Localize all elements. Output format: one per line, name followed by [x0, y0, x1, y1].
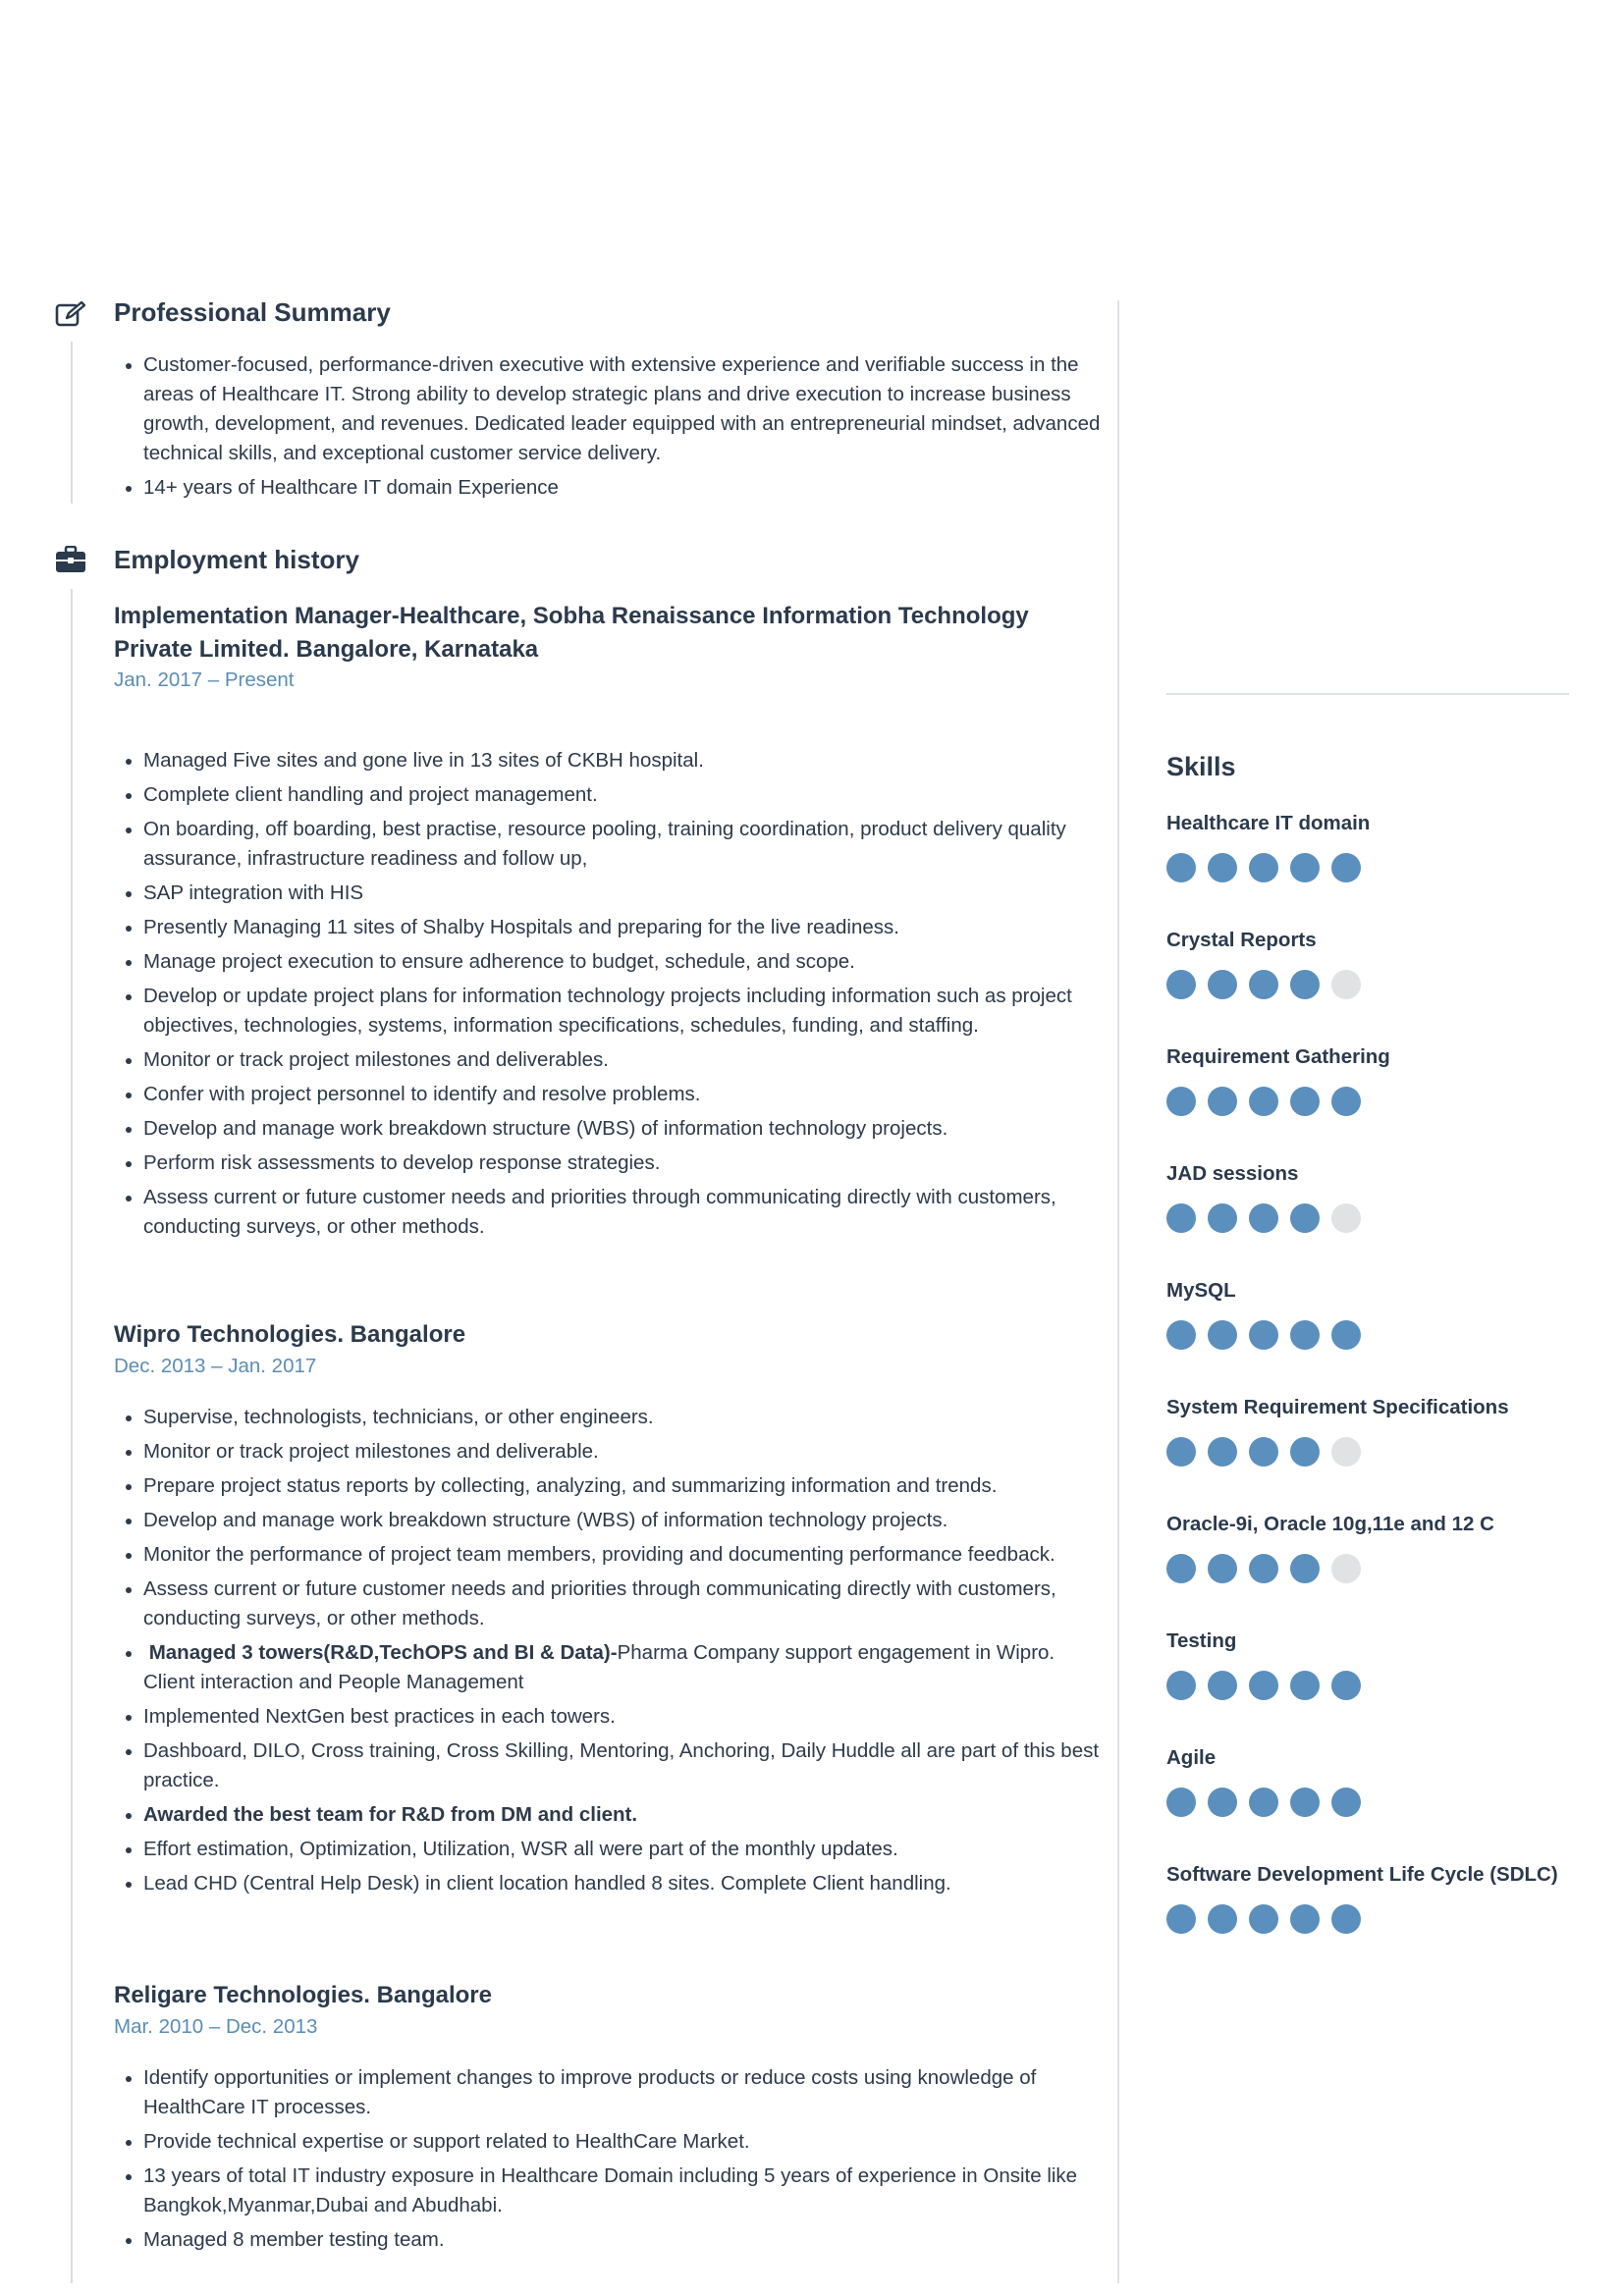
rating-dot-filled	[1290, 1320, 1320, 1350]
section-title-summary: Professional Summary	[114, 297, 391, 327]
skill-name: Requirement Gathering	[1166, 1045, 1390, 1068]
list-item: Identify opportunities or implement changes to improve products or reduce costs using knowledge of HealthCare IT processes.	[143, 2063, 1106, 2122]
rating-dot-filled	[1331, 1671, 1361, 1700]
rating-dot-filled	[1249, 853, 1278, 882]
rating-dot-filled	[1166, 1087, 1196, 1116]
list-item	[143, 1638, 1106, 1697]
section-rail	[71, 589, 73, 2283]
list-item: Provide technical expertise or support related to HealthCare Market.	[143, 2127, 1106, 2157]
section-title-employment: Employment history	[114, 545, 359, 574]
rating-dot-filled	[1331, 1904, 1361, 1934]
list-item: Confer with project personnel to identify and resolve problems.	[143, 1080, 1106, 1109]
rating-dot-filled	[1249, 1904, 1278, 1934]
rating-dot-filled	[1208, 1788, 1237, 1817]
skill-item	[1166, 1862, 1579, 1960]
skill-name: Testing	[1166, 1629, 1237, 1652]
rating-dot-filled	[1166, 1320, 1196, 1350]
list-item: Monitor or track project milestones and deliverables.	[143, 1045, 1106, 1075]
list-item: Implemented NextGen best practices in each towers.	[143, 1702, 1106, 1732]
skill-item	[1166, 1395, 1579, 1493]
job-duties-list	[114, 746, 1106, 1247]
skill-rating	[1166, 1904, 1579, 1934]
skill-rating	[1166, 1554, 1579, 1583]
rating-dot-filled	[1249, 1554, 1278, 1583]
list-item: Effort estimation, Optimization, Utilization, WSR all were part of the monthly updates.	[143, 1835, 1106, 1864]
list-item: 14+ years of Healthcare IT domain Experience	[143, 473, 1106, 503]
skill-name: Healthcare IT domain	[1166, 812, 1371, 834]
list-item: Assess current or future customer needs and priorities through communicating directly with customers, conducting surveys, or other methods.	[143, 1183, 1106, 1242]
rating-dot-filled	[1166, 853, 1196, 882]
list-item: Lead CHD (Central Help Desk) in client location handled 8 sites. Complete Client handling.	[143, 1869, 1106, 1898]
list-item: Monitor the performance of project team members, providing and documenting performance feedback.	[143, 1540, 1106, 1570]
skill-name: Agile	[1166, 1746, 1217, 1769]
skill-item	[1166, 1278, 1579, 1376]
rating-dot-filled	[1249, 970, 1278, 999]
list-item: Manage project execution to ensure adherence to budget, schedule, and scope.	[143, 947, 1106, 977]
list-item: Perform risk assessments to develop response strategies.	[143, 1148, 1106, 1178]
rating-dot-filled	[1166, 970, 1196, 999]
sidebar-divider	[1166, 693, 1569, 695]
list-item: 13 years of total IT industry exposure in Healthcare Domain including 5 years of experience in Onsite like Bangkok,Myanmar,Dubai and Abudhabi.	[143, 2162, 1106, 2220]
rating-dot-filled	[1290, 853, 1320, 882]
job-duties-list	[114, 1403, 1106, 1903]
skill-item	[1166, 1161, 1579, 1259]
job-dates: Dec. 2013 – Jan. 2017	[114, 1355, 317, 1377]
rating-dot-filled	[1249, 1320, 1278, 1350]
rating-dot-filled	[1208, 853, 1237, 882]
list-item: Managed 8 member testing team.	[143, 2225, 1106, 2255]
job-duties-list	[114, 2063, 1106, 2260]
rating-dot-filled	[1331, 853, 1361, 882]
rating-dot-filled	[1290, 970, 1320, 999]
skill-item	[1166, 1044, 1579, 1143]
rating-dot-filled	[1249, 1788, 1278, 1817]
rating-dot-filled	[1208, 1087, 1237, 1116]
section-rail	[71, 342, 73, 504]
list-item: Presently Managing 11 sites of Shalby Hospitals and preparing for the live readiness.	[143, 913, 1106, 942]
rating-dot-filled	[1166, 1671, 1196, 1700]
skill-name: Software Development Life Cycle (SDLC)	[1166, 1863, 1558, 1886]
section-title-skills: Skills	[1166, 752, 1236, 781]
skill-name: System Requirement Specifications	[1166, 1396, 1509, 1418]
skill-rating	[1166, 1788, 1579, 1817]
skill-rating	[1166, 1203, 1579, 1233]
rating-dot-filled	[1208, 1437, 1237, 1467]
skill-item	[1166, 1512, 1579, 1610]
rating-dot-filled	[1249, 1671, 1278, 1700]
list-item: Develop and manage work breakdown structure (WBS) of information technology projects.	[143, 1114, 1106, 1144]
rating-dot-filled	[1331, 1788, 1361, 1817]
rating-dot-filled	[1290, 1904, 1320, 1934]
skill-name: MySQL	[1166, 1279, 1236, 1302]
list-item: Develop and manage work breakdown structure (WBS) of information technology projects.	[143, 1506, 1106, 1535]
list-item: SAP integration with HIS	[143, 879, 1106, 908]
rating-dot-filled	[1249, 1437, 1278, 1467]
list-item: On boarding, off boarding, best practise, resource pooling, training coordination, product delivery quality assurance, infrastructure readiness and follow up,	[143, 815, 1106, 874]
rating-dot-filled	[1331, 1087, 1361, 1116]
edit-icon	[55, 300, 86, 328]
job-title: Implementation Manager-Healthcare, Sobha Renaissance Information Technology Private Limited. Bangalore, Karnataka	[114, 603, 1029, 663]
briefcase-icon	[55, 546, 86, 573]
skill-name: Crystal Reports	[1166, 929, 1317, 951]
rating-dot-filled	[1208, 1320, 1237, 1350]
towers-text: Pharma Company support engagement in Wipro. Client interaction and People Management	[143, 1641, 1055, 1693]
list-item: Managed Five sites and gone live in 13 sites of CKBH hospital.	[143, 746, 1106, 775]
summary-list	[114, 350, 1106, 507]
job-title: Religare Technologies. Bangalore	[114, 1982, 492, 2008]
rating-dot-filled	[1331, 1320, 1361, 1350]
list-item: Assess current or future customer needs and priorities through communicating directly with customers, conducting surveys, or other methods.	[143, 1575, 1106, 1633]
rating-dot-filled	[1290, 1203, 1320, 1233]
rating-dot-empty	[1331, 1437, 1361, 1467]
rating-dot-filled	[1290, 1671, 1320, 1700]
rating-dot-filled	[1208, 970, 1237, 999]
rating-dot-filled	[1166, 1203, 1196, 1233]
list-item: Monitor or track project milestones and deliverable.	[143, 1437, 1106, 1467]
skill-name: JAD sessions	[1166, 1162, 1299, 1185]
rating-dot-empty	[1331, 1203, 1361, 1233]
skill-rating	[1166, 1087, 1579, 1116]
skill-item	[1166, 1745, 1579, 1843]
rating-dot-filled	[1290, 1087, 1320, 1116]
rating-dot-filled	[1290, 1437, 1320, 1467]
column-divider	[1117, 300, 1119, 2283]
rating-dot-filled	[1208, 1203, 1237, 1233]
job-dates: Jan. 2017 – Present	[114, 668, 295, 691]
skill-name: Oracle-9i, Oracle 10g,11e and 12 C	[1166, 1513, 1494, 1535]
skill-item	[1166, 1629, 1579, 1727]
list-item: Complete client handling and project management.	[143, 780, 1106, 810]
list-item	[143, 1800, 1106, 1830]
list-item: Prepare project status reports by collecting, analyzing, and summarizing information and trends.	[143, 1471, 1106, 1501]
rating-dot-filled	[1208, 1554, 1237, 1583]
skill-rating	[1166, 1320, 1579, 1350]
list-item: Customer-focused, performance-driven executive with extensive experience and verifiable success in the areas of Healthcare IT. Strong ability to develop strategic plans and drive execution to increase business growth, development, and revenues. Dedicated leader equipped with an entrepreneurial mindset, advanced technical skills, and exceptional customer service delivery.	[143, 350, 1106, 468]
skill-rating	[1166, 1437, 1579, 1467]
skill-item	[1166, 811, 1579, 909]
rating-dot-filled	[1166, 1904, 1196, 1934]
skill-rating	[1166, 1671, 1579, 1700]
rating-dot-filled	[1208, 1904, 1237, 1934]
list-item: Supervise, technologists, technicians, or other engineers.	[143, 1403, 1106, 1432]
award-text: Awarded the best team for R&D from DM and client.	[143, 1803, 638, 1826]
skill-rating	[1166, 970, 1579, 999]
rating-dot-empty	[1331, 970, 1361, 999]
rating-dot-filled	[1166, 1788, 1196, 1817]
skill-rating	[1166, 853, 1579, 882]
skill-item	[1166, 928, 1579, 1026]
towers-bold-text: Managed 3 towers(R&D,TechOPS and BI & Data)-	[148, 1641, 618, 1664]
rating-dot-filled	[1166, 1437, 1196, 1467]
rating-dot-filled	[1166, 1554, 1196, 1583]
list-item: Dashboard, DILO, Cross training, Cross Skilling, Mentoring, Anchoring, Daily Huddle all are part of this best practice.	[143, 1736, 1106, 1795]
rating-dot-filled	[1290, 1554, 1320, 1583]
rating-dot-filled	[1249, 1203, 1278, 1233]
rating-dot-filled	[1249, 1087, 1278, 1116]
rating-dot-empty	[1331, 1554, 1361, 1583]
list-item: Develop or update project plans for information technology projects including information such as project objectives, technologies, systems, information specifications, schedules, funding, and staffing.	[143, 982, 1106, 1041]
job-dates: Mar. 2010 – Dec. 2013	[114, 2015, 318, 2038]
rating-dot-filled	[1290, 1788, 1320, 1817]
rating-dot-filled	[1208, 1671, 1237, 1700]
job-title: Wipro Technologies. Bangalore	[114, 1321, 466, 1348]
